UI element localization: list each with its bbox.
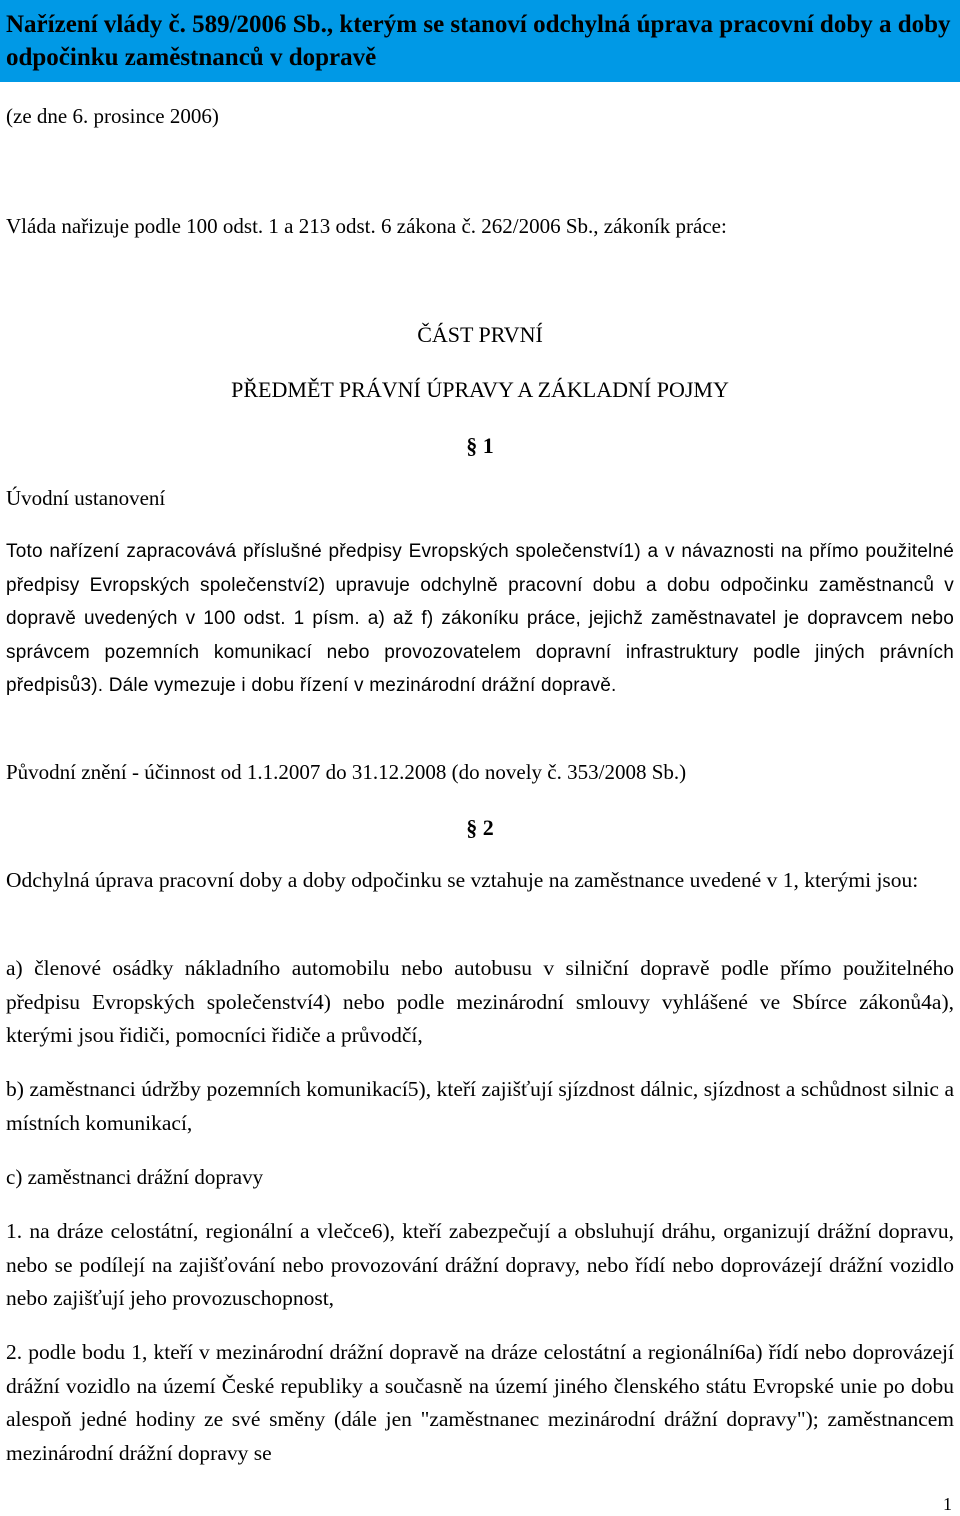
- part-subheading: PŘEDMĚT PRÁVNÍ ÚPRAVY A ZÁKLADNÍ POJMY: [231, 377, 729, 402]
- section-1-note: Původní znění - účinnost od 1.1.2007 do 31.12.2008 (do novely č. 353/2008 Sb.): [6, 760, 687, 784]
- section-1-number-text: 1: [482, 433, 494, 458]
- section-1-number: § 1: [466, 433, 494, 458]
- section-2-number-text: 2: [482, 815, 494, 840]
- section-2-number: § 2: [466, 815, 494, 840]
- section-2-intro: Odchylná úprava pracovní doby a doby odpočinku se vztahuje na zaměstnance uvedené v 1, kterými jsou:: [6, 868, 919, 892]
- section-1-text: Toto nařízení zapracovává příslušné předpisy Evropských společenství1) a v návaznosti na přímo použitelné předpisy Evropských společenství2) upravuje odchylně pracovní dobu a dobu odpočinku zaměstnanců v dopravě uvedených v 100 odst. 1 písm. a) až f) zákoníku práce, jejichž zaměstnavatel je dopravcem nebo správcem pozemních komunikací nebo provozovatelem dopravní infrastruktury podle jiných právních předpisů3). Dále vymezuje i dobu řízení v mezinárodní drážní dopravě.: [6, 541, 954, 696]
- section-2-item-b: b) zaměstnanci údržby pozemních komunikací5), kteří zajišťují sjízdnost dálnic, sjízdnost a schůdnost silnic a místních komunikací,: [6, 1077, 954, 1135]
- date-line: (ze dne 6. prosince 2006): [6, 104, 219, 128]
- section-2-item-c1: 1. na dráze celostátní, regionální a vlečce6), kteří zabezpečují a obsluhují dráhu, organizují drážní dopravu, nebo se podílejí na zajišťování nebo provozování drážní dopravy, nebo řídí nebo doprovázejí drážní vozidlo nebo zajišťují jeho provozuschopnost,: [6, 1219, 954, 1310]
- section-2-item-c: c) zaměstnanci drážní dopravy: [6, 1165, 264, 1189]
- title-banner: [0, 0, 960, 82]
- preamble: Vláda nařizuje podle 100 odst. 1 a 213 odst. 6 zákona č. 262/2006 Sb., zákoník práce:: [6, 214, 727, 238]
- part-heading: ČÁST PRVNÍ: [417, 322, 543, 347]
- section-2-item-a: a) členové osádky nákladního automobilu nebo autobusu v silniční dopravě podle přímo použitelného předpisu Evropských společenství4) nebo podle mezinárodní smlouvy vyhlášené ve Sbírce zákonů4a), kterými jsou řidiči, pomocníci řidiče a průvodčí,: [6, 956, 954, 1047]
- page-number: 1: [943, 1494, 952, 1514]
- document-title: Nařízení vlády č. 589/2006 Sb., kterým se stanoví odchylná úprava pracovní doby a doby odpočinku zaměstnanců v dopravě: [6, 11, 951, 71]
- section-1-caption: Úvodní ustanovení: [6, 486, 166, 510]
- section-2-item-c2: 2. podle bodu 1, kteří v mezinárodní drážní dopravě na dráze celostátní a regionální6a) řídí nebo doprovázejí drážní vozidlo na území České republiky a současně na území jiného členského státu Evropské unie po dobu alespoň jedné hodiny ze své směny (dále jen "zaměstnanec mezinárodní drážní dopravy"); zaměstnancem mezinárodní drážní dopravy se: [6, 1340, 954, 1465]
